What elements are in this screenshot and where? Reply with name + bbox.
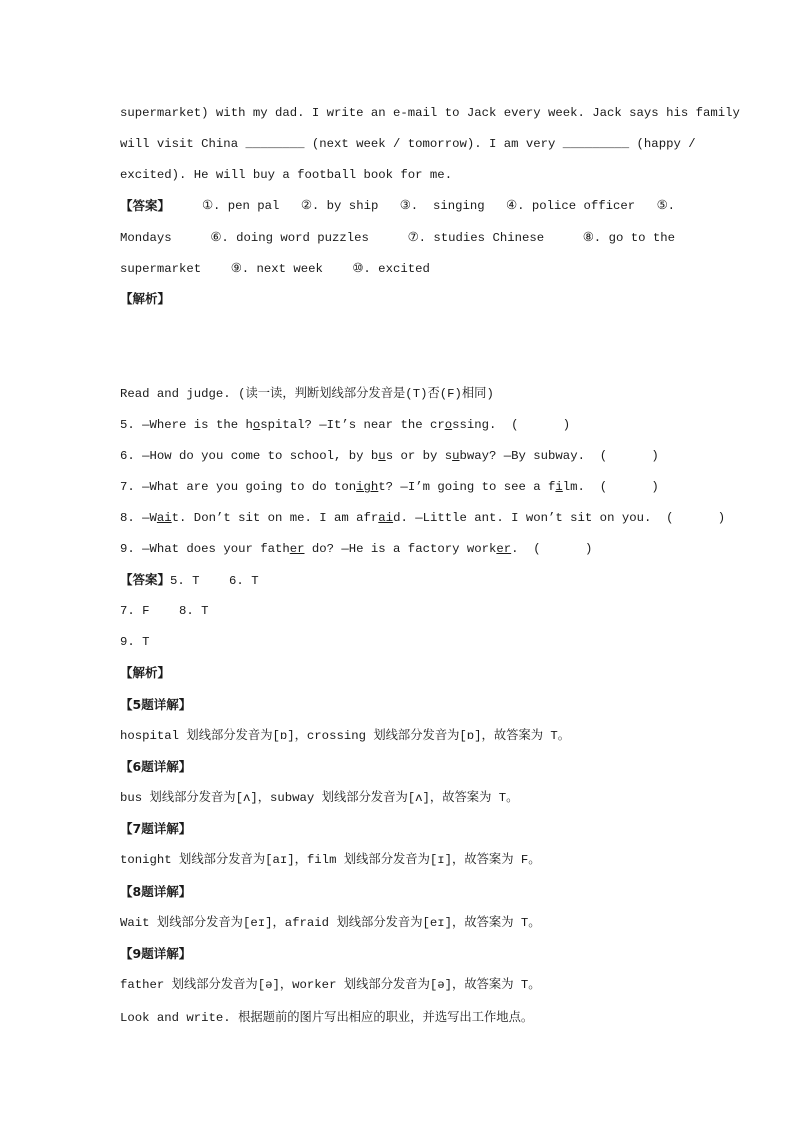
underlined-part: ai bbox=[378, 511, 394, 525]
question-text: —What does your fath bbox=[134, 542, 290, 556]
answer-blank: ( ) bbox=[599, 449, 659, 463]
answer-item: ②. by ship bbox=[300, 199, 379, 213]
question-text: bway? —By subway. bbox=[459, 449, 585, 463]
underlined-part: er bbox=[496, 542, 512, 556]
detail-text-6: bus 划线部分发音为[ʌ]，subway 划线部分发音为[ʌ]，故答案为 T。 bbox=[120, 791, 519, 805]
underlined-part: ai bbox=[156, 511, 172, 525]
underlined-part: er bbox=[289, 542, 305, 556]
answer-label: 【答案】 bbox=[120, 572, 171, 587]
question-text: do? —He is a factory work bbox=[304, 542, 497, 556]
detail-title-5: 【5题详解】 bbox=[120, 697, 192, 712]
section-title: Read and judge. (读一读，判断划线部分发音是(T)否(F)相同) bbox=[120, 387, 494, 401]
answer-values: 5. T 6. T bbox=[170, 574, 259, 588]
question-text: —Where is the h bbox=[134, 418, 253, 432]
question-text: t. Don’t sit on me. I am afr bbox=[171, 511, 379, 525]
passage-line-3: excited). He will buy a football book for me. bbox=[120, 168, 453, 182]
question-9 bbox=[120, 541, 675, 557]
answer-item: ⑧. go to the bbox=[582, 231, 675, 245]
answer-blank: ( ) bbox=[599, 480, 659, 494]
question-5 bbox=[120, 417, 675, 433]
answer-row-3: supermarket ⑨. next week ⑩. excited bbox=[120, 262, 430, 276]
question-number: 6. bbox=[120, 449, 135, 463]
question-text: . bbox=[511, 542, 519, 556]
detail-title-8: 【8题详解】 bbox=[120, 884, 192, 899]
underlined-part: o bbox=[252, 418, 261, 432]
answer-label: 【答案】 bbox=[120, 198, 171, 213]
answer-item: Mondays bbox=[120, 231, 172, 245]
analysis-label: 【解析】 bbox=[120, 291, 171, 306]
detail-text-8: Wait 划线部分发音为[eɪ]，afraid 划线部分发音为[eɪ]，故答案为 T。 bbox=[120, 916, 541, 930]
detail-text-7: tonight 划线部分发音为[aɪ]，film 划线部分发音为[ɪ]，故答案为 F。 bbox=[120, 853, 541, 867]
answer2-row-2: 7. F 8. T bbox=[120, 604, 209, 618]
answer-row-2 bbox=[120, 230, 675, 246]
footer-instruction: Look and write. 根据题前的图片写出相应的职业，并选写出工作地点。 bbox=[120, 1011, 534, 1025]
underlined-part: i bbox=[555, 480, 563, 494]
detail-title-7: 【7题详解】 bbox=[120, 821, 192, 836]
underlined-part: igh bbox=[356, 480, 379, 494]
detail-title-9: 【9题详解】 bbox=[120, 946, 192, 961]
analysis-label: 【解析】 bbox=[120, 665, 171, 680]
question-6 bbox=[120, 448, 675, 464]
underlined-part: o bbox=[444, 418, 453, 432]
answer2-row-3: 9. T bbox=[120, 635, 150, 649]
question-text: —W bbox=[134, 511, 157, 525]
question-number: 5. bbox=[120, 418, 135, 432]
answer-item: ⑦. studies Chinese bbox=[407, 231, 545, 245]
question-7 bbox=[120, 479, 675, 495]
question-number: 8. bbox=[120, 511, 135, 525]
question-text: lm. bbox=[562, 480, 585, 494]
question-text: ssing. bbox=[452, 418, 497, 432]
passage-line-1: supermarket) with my dad. I write an e-mail to Jack every week. Jack says his family bbox=[120, 106, 740, 120]
answer-item: ⑤. bbox=[656, 199, 675, 213]
question-number: 7. bbox=[120, 480, 135, 494]
answer-item: ③. singing bbox=[399, 199, 485, 213]
answer-blank: ( ) bbox=[666, 511, 726, 525]
question-text: spital? —It’s near the cr bbox=[260, 418, 445, 432]
question-number: 9. bbox=[120, 542, 135, 556]
answer-item: ⑥. doing word puzzles bbox=[210, 231, 369, 245]
detail-title-6: 【6题详解】 bbox=[120, 759, 192, 774]
question-8 bbox=[120, 510, 726, 526]
passage-line-2: will visit China ________ (next week / tomorrow). I am very _________ (happy / bbox=[120, 137, 696, 151]
question-text: —What are you going to do ton bbox=[134, 480, 357, 494]
answer-blank: ( ) bbox=[511, 418, 571, 432]
detail-text-9: father 划线部分发音为[ə]，worker 划线部分发音为[ə]，故答案为 T。 bbox=[120, 978, 541, 992]
question-text: s or by s bbox=[385, 449, 453, 463]
question-text: t? —I’m going to see a f bbox=[378, 480, 556, 494]
answer2-row-1 bbox=[120, 572, 675, 589]
underlined-part: u bbox=[378, 449, 386, 463]
answer-blank: ( ) bbox=[533, 542, 593, 556]
underlined-part: u bbox=[452, 449, 460, 463]
answer-items-1 bbox=[202, 198, 675, 214]
answer-row-1 bbox=[120, 198, 675, 214]
detail-text-5: hospital 划线部分发音为[ɒ]，crossing 划线部分发音为[ɒ]，故答案为 T。 bbox=[120, 729, 571, 743]
answer-item: ①. pen pal bbox=[202, 199, 280, 213]
question-text: d. —Little ant. I won’t sit on you. bbox=[393, 511, 652, 525]
answer-item: ④. police officer bbox=[506, 199, 636, 213]
question-text: —How do you come to school, by b bbox=[134, 449, 379, 463]
